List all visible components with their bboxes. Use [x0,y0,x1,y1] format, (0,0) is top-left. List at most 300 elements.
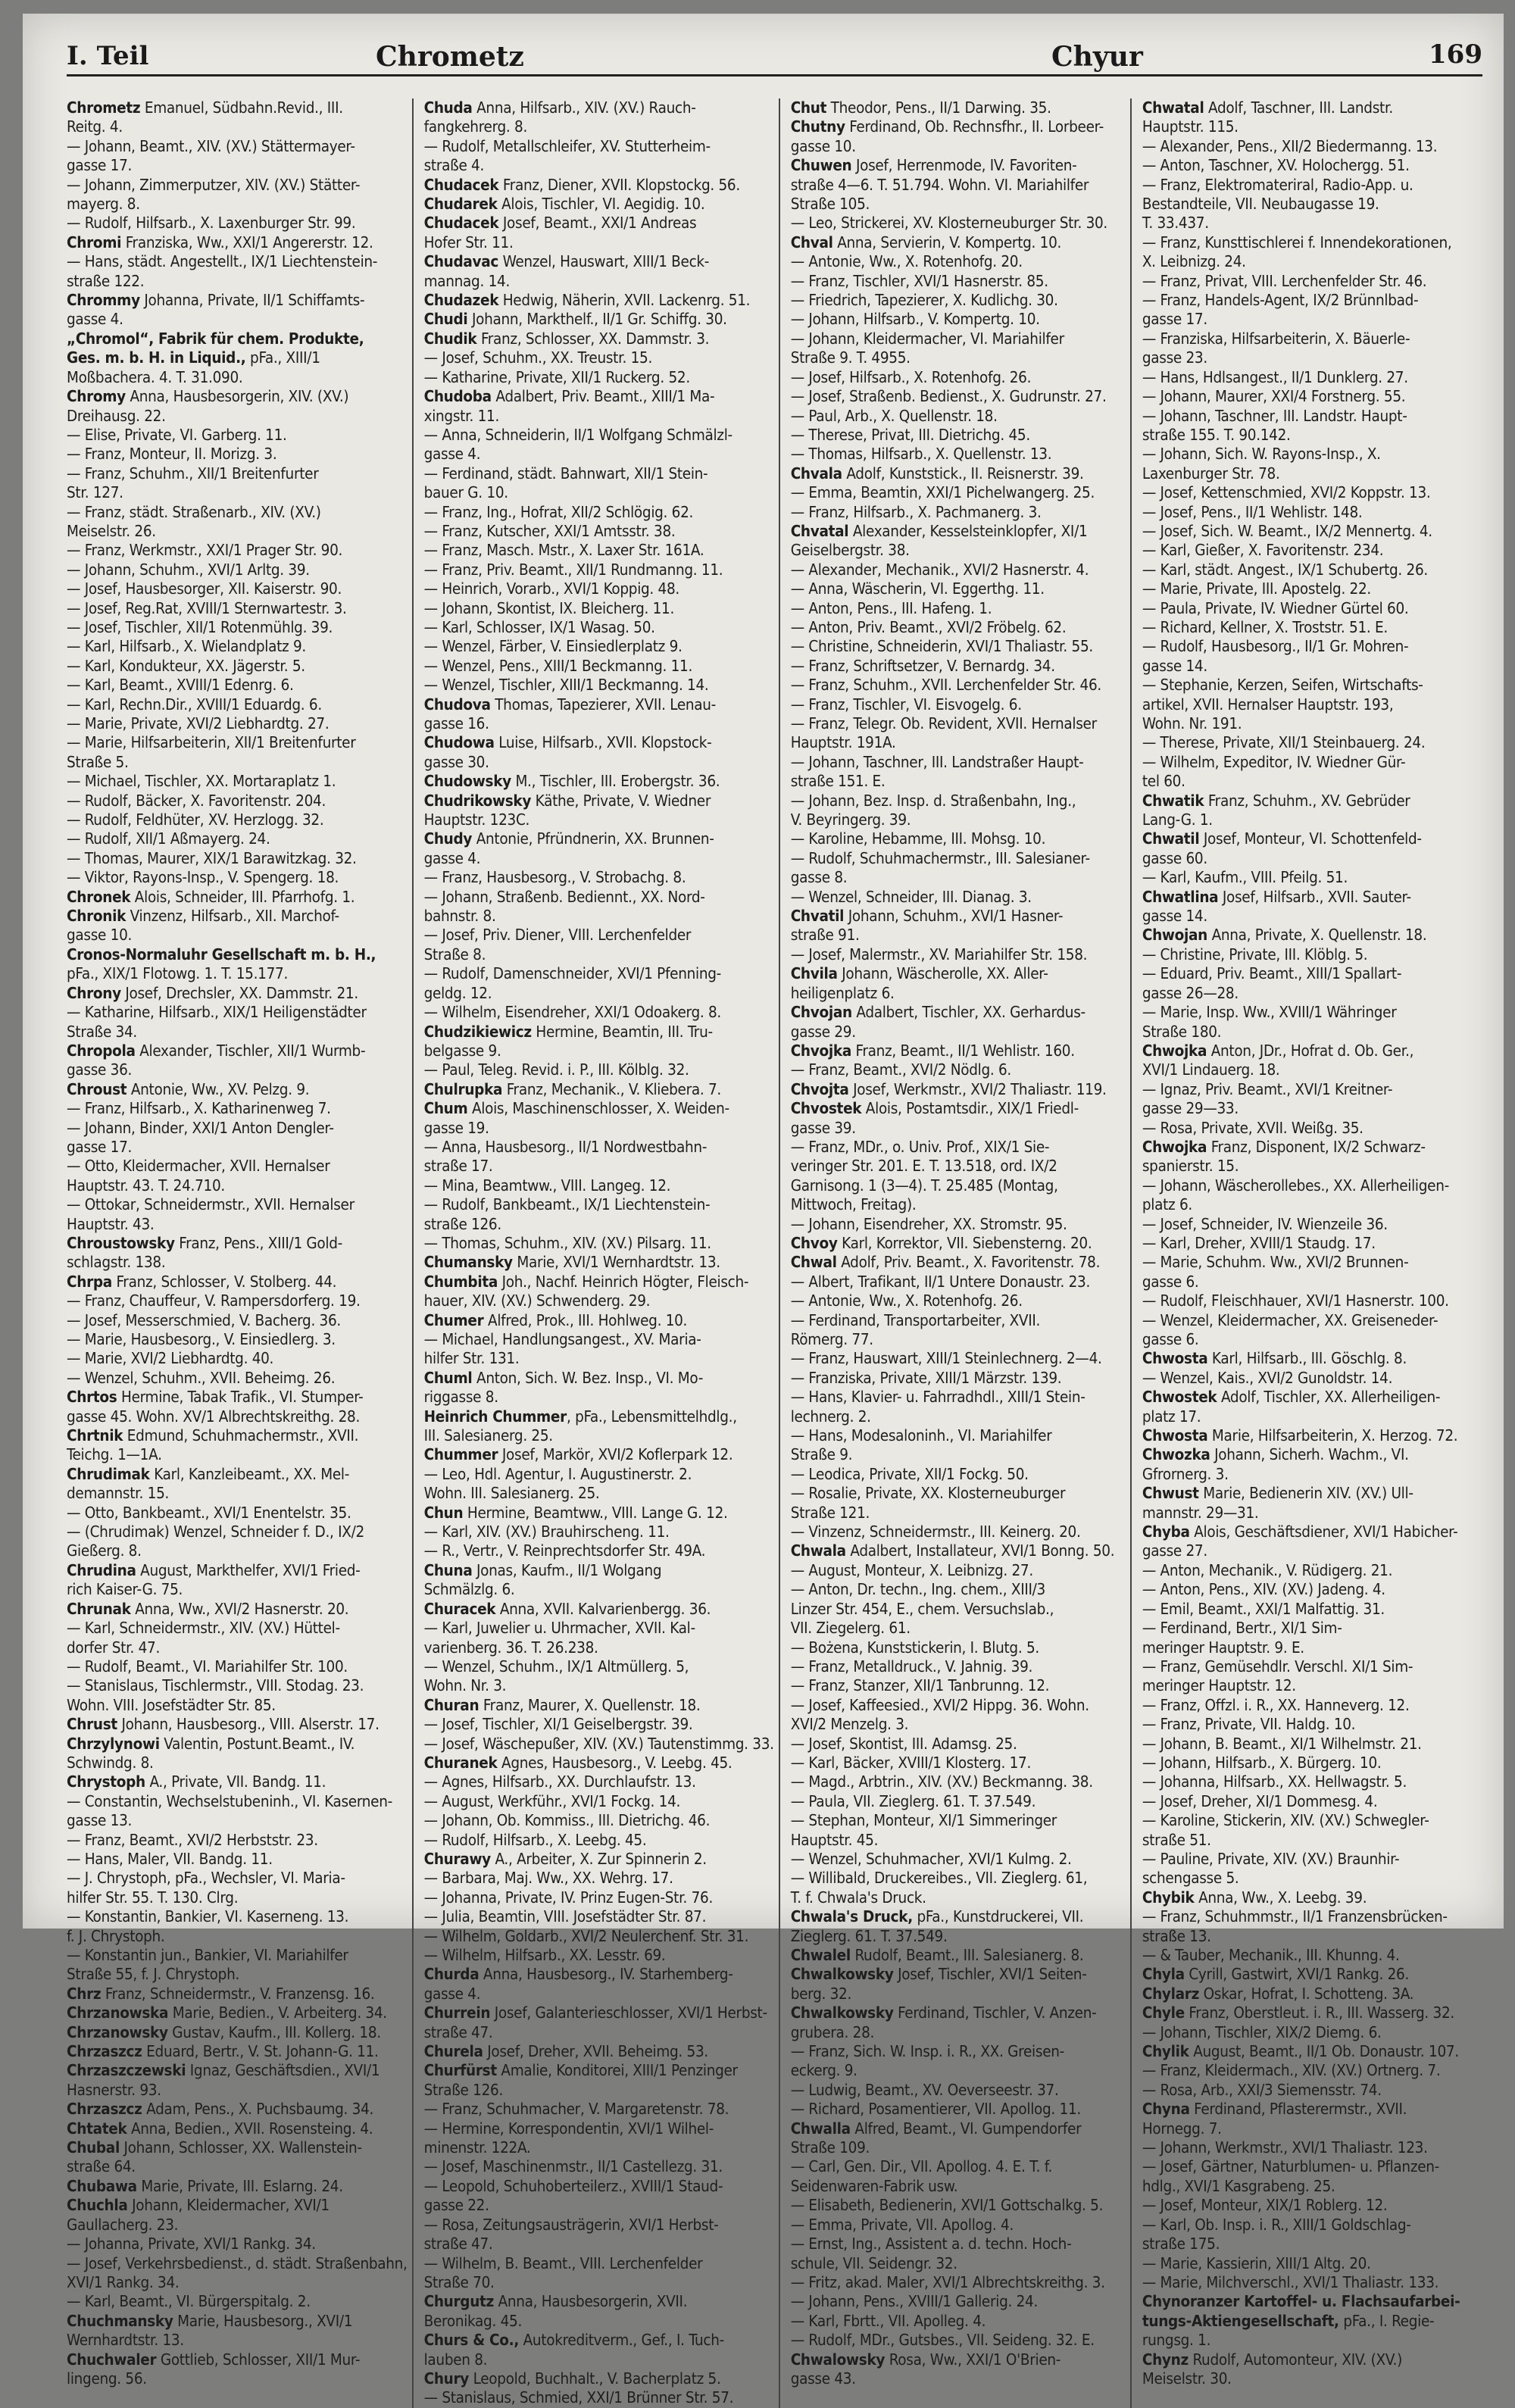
directory-entry-line [424,1869,774,1888]
entry-details: Oskar, Hofrat, I. Schotteng. 3A. [1199,1984,1414,2003]
entry-details: Eduard, Bertr., V. St. Johann-G. 11. [142,2042,379,2061]
entry-name: Chvojka [790,1041,851,1060]
entry-details: — Karl, Beamt., XVIII/1 Edenrg. 6. [67,676,294,695]
directory-entry-line [424,984,774,1003]
directory-entry-line [424,1060,774,1079]
entry-details: gasse 45. Wohn. XV/1 Albrechtskreithg. 28. [67,1407,361,1426]
directory-entry-line [424,1215,774,1234]
entry-details: — Antonie, Ww., X. Rotenhofg. 26. [790,1291,1023,1310]
entry-details: schengasse 5. [1142,1869,1239,1888]
entry-details: — Ottokar, Schneidermstr., XVII. Hernalser [67,1195,355,1214]
directory-entry-line [67,1561,408,1580]
entry-details: — Rudolf, Hausbesorg., II/1 Gr. Mohren- [1142,637,1409,656]
entry-details: — Karl, Fbrtt., VII. Apolleg. 4. [790,2311,986,2330]
directory-entry-line [67,1985,408,2004]
entry-details: gasse 6. [1142,1330,1199,1348]
entry-name: Chudrikowsky [423,791,532,810]
directory-entry-line [791,117,1126,136]
entry-details: Moßbachera. 4. T. 31.090. [67,367,243,386]
directory-entry-line [1142,1638,1479,1657]
directory-entry-line [424,1541,774,1560]
entry-details: — Fritz, akad. Maler, XVI/1 Albrechtskreithg. 3. [790,2272,1105,2291]
directory-entry-line [1142,1099,1479,1118]
entry-name: Chropola [67,1041,136,1060]
entry-name: Churda [423,1965,479,1984]
entry-details: Straße 55, f. J. Chrystoph. [67,1965,240,1984]
directory-entry-line [791,2292,1126,2311]
entry-details: Rudolf, Automonteur, XIV. (XV.) [1188,2350,1402,2369]
directory-entry-line [424,1927,774,1946]
directory-entry-line [67,329,408,348]
directory-entry-line [424,829,774,848]
entry-details: Josef, Monteur, VI. Schottenfeld- [1199,829,1422,848]
entry-details: Anna, Hausbesorg., IV. Starhemberg- [479,1965,733,1984]
directory-entry-line [791,1311,1126,1330]
directory-entry-line [791,483,1126,502]
entry-details: — Marie, Milchverschl., XVI/1 Thaliastr. 133. [1142,2272,1439,2291]
directory-entry-line [67,1138,408,1157]
directory-entry-line [424,137,774,156]
entry-details: — Paul, Teleg. Revid. i. P., III. Kölblg. 32. [423,1060,689,1079]
entry-details: Josef, Herrenmode, IV. Favoriten- [851,156,1077,175]
entry-details: — Hans, Klavier- u. Fahrradhdl., XIII/1 Stein- [790,1388,1085,1407]
directory-entry-line [67,1907,408,1926]
directory-entry-line [1142,214,1479,233]
entry-details: — Rosa, Arb., XXI/3 Siemensstr. 74. [1142,2080,1382,2099]
entry-details: straße 91. [790,926,860,945]
directory-entry-line [791,2138,1126,2157]
directory-entry-line [67,695,408,714]
entry-details: Johanna, Private, II/1 Schiffamts- [139,291,365,310]
entry-details: — Christine, Private, III. Klöblg. 5. [1142,945,1368,964]
entry-details: — Johann, Straßenb. Bediennt., XX. Nord- [423,887,705,906]
directory-entry-line [791,1850,1126,1869]
entry-details: Franz, Schlosser, XX. Dammstr. 3. [476,329,710,348]
entry-details: gasse 30. [423,752,489,771]
entry-name: Chroust [67,1079,127,1098]
directory-entry-line [1142,1811,1479,1830]
entry-name: Chudowsky [423,772,511,791]
entry-name: Chudazek [423,291,499,310]
entry-details: — Rosa, Private, XVII. Weißg. 35. [1142,1118,1364,1137]
entry-details: Wohn. Nr. 191. [1142,714,1242,732]
entry-details: — Rosa, Zeitungsausträgerin, XVI/1 Herbst- [423,2215,719,2234]
entry-name: Chwal [790,1253,837,1272]
entry-details: — Willibald, Druckereibes., VII. Zieglerg. 61, [790,1869,1088,1888]
entry-details: — Wilhelm, Eisendreher, XXI/1 Odoakerg. 8. [423,1003,721,1022]
entry-details: — Franz, Hauswart, XIII/1 Steinlechnerg. 2—4. [790,1349,1102,1368]
entry-details: — Stephan, Monteur, XI/1 Simmeringer [790,1811,1057,1830]
directory-entry-line [424,2196,774,2215]
entry-details: — Alexander, Pens., XII/2 Biedermanng. 13. [1142,136,1438,155]
entry-details: heiligenplatz 6. [790,983,895,1002]
entry-details: — Therese, Private, XII/1 Steinbauerg. 24. [1142,733,1426,752]
directory-entry-line [791,945,1126,964]
entry-name: Chrz [67,1984,102,2003]
directory-entry-line [791,1869,1126,1888]
directory-entry-line [1142,1138,1479,1157]
directory-entry-line [791,1234,1126,1253]
entry-details: — Paula, VII. Zieglerg. 61. T. 37.549. [790,1791,1036,1810]
directory-entry-line [67,503,408,522]
directory-entry-line [1142,2177,1479,2196]
entry-details: — Hermine, Korrespondentin, XVI/1 Wilhel- [423,2119,714,2138]
directory-entry-line [67,984,408,1003]
entry-details: Hauptstr. 43. [67,1214,155,1233]
directory-entry-line [791,503,1126,522]
directory-entry-line [791,98,1126,117]
directory-entry-line [424,156,774,175]
entry-details: VII. Ziegelerg. 61. [790,1619,911,1638]
entry-details: Anna, Private, X. Quellenstr. 18. [1207,926,1427,945]
directory-entry-line [424,2331,774,2350]
entry-details: — Karl, Rechn.Dir., XVIII/1 Eduardg. 6. [67,695,322,714]
directory-entry-line [424,117,774,136]
directory-entry-line [791,2042,1126,2061]
directory-entry-line [791,1580,1126,1599]
entry-details: — Franz, Metalldruck., V. Jahnig. 39. [790,1657,1033,1676]
entry-details: — Rudolf, Feldhüter, XV. Herzlogg. 32. [67,810,324,829]
entry-details: Straße 9. [790,1445,853,1464]
entry-details: — Karl, Juwelier u. Uhrmacher, XVII. Kal- [423,1619,695,1638]
entry-details: — Ludwig, Beamt., XV. Oeverseestr. 37. [790,2080,1059,2099]
entry-details: — Hans, Hdlsangest., II/1 Dunklerg. 27. [1142,367,1408,386]
entry-details: — J. Chrystoph, pFa., Wechsler, VI. Maria- [67,1869,345,1888]
entry-details: — Katharine, Hilfsarb., XIX/1 Heiligenstädter [67,1003,367,1022]
directory-entry-line [424,214,774,233]
entry-details: Anna, Hausbesorgerin, XIV. (XV.) [125,387,349,406]
directory-entry-line [424,907,774,926]
directory-entry-line [67,2216,408,2235]
directory-entry-line [67,1504,408,1523]
directory-entry-line [424,1965,774,1984]
entry-details: — Wilhelm, B. Beamt., VIII. Lerchenfelder [423,2253,703,2272]
entry-details: xingstr. 11. [423,406,500,425]
entry-name: Chwalowsky [790,2350,886,2369]
directory-entry-line [1142,445,1479,464]
directory-entry-line [67,1273,408,1291]
directory-entry-line [1142,1580,1479,1599]
directory-entry-line [424,310,774,329]
entry-details: Josef, Drechsler, XX. Dammstr. 21. [120,983,358,1002]
entry-details: Johann, Hausbesorg., VIII. Alserstr. 17. [117,1715,380,1734]
entry-details: — Franz, Monteur, II. Morizg. 3. [67,445,277,464]
entry-details: Teichg. 1—1A. [67,1445,162,1464]
directory-entry-line [1142,1927,1479,1946]
directory-entry-line [67,714,408,733]
directory-entry-line [791,1735,1126,1754]
directory-entry-line [424,1772,774,1791]
directory-entry-line [791,2004,1126,2022]
directory-entry-line [791,522,1126,541]
entry-details: gasse 26—28. [1142,983,1239,1002]
directory-entry-line [791,1273,1126,1291]
entry-details: — Hans, städt. Angestellt., IX/1 Liechtenstein- [67,252,378,271]
entry-details: — Viktor, Rayons-Insp., V. Spengerg. 18. [67,868,339,887]
entry-name: Chronek [67,887,131,906]
directory-entry-line [67,464,408,483]
entry-name: Chum [423,1099,468,1118]
entry-details: Antonie, Pfründnerin, XX. Brunnen- [472,829,714,848]
directory-entry-line [424,753,774,772]
entry-details: — Richard, Kellner, X. Troststr. 51. E. [1142,617,1388,636]
directory-entry-line [67,156,408,175]
entry-details: Anna, Ww., XVI/2 Hasnerstr. 20. [130,1599,349,1618]
entry-name: Chwalla [790,2119,851,2138]
directory-entry-line [1142,2196,1479,2215]
directory-entry-line [791,1330,1126,1349]
entry-details: — Franz, Hilfsarb., X. Katharinenweg 7. [67,1099,331,1118]
directory-entry-line [424,1311,774,1330]
entry-details: Johann, Schlosser, XX. Wallenstein- [119,2138,362,2157]
entry-details: — Emma, Private, VII. Apollog. 4. [790,2215,1014,2234]
entry-name: Chwalkowsky [790,2004,894,2022]
directory-entry-line [67,657,408,676]
entry-name: Churrein [423,2004,491,2022]
entry-name: Chrzaszcz [67,2100,142,2119]
directory-entry-line [791,2061,1126,2080]
entry-details: — Leo, Strickerei, XV. Klosterneuburger Str. 30. [790,214,1107,233]
last-entry-keyword: Chyur [1051,41,1143,73]
entry-details: gasse 10. [67,926,133,945]
entry-details: — Anton, Dr. techn., Ing. chem., XIII/3 [790,1580,1045,1599]
directory-entry-line [791,1369,1126,1388]
directory-entry-line [424,579,774,598]
directory-entry-line [67,1426,408,1445]
entry-name: Cronos-Normaluhr Gesellschaft m. b. H., [67,945,376,964]
entry-details: — Johann, Hilfsarb., V. Kompertg. 10. [790,310,1040,329]
directory-entry-line [791,792,1126,810]
directory-entry-line [424,2100,774,2119]
entry-details: Adolf, Priv. Beamt., X. Favoritenstr. 78. [836,1253,1101,1272]
entry-details: Alois, Maschinenschlosser, X. Weiden- [467,1099,729,1118]
entry-details: — Heinrich, Vorarb., XVI/1 Koppig. 48. [423,579,679,598]
entry-details: — Anna, Wäscherin, VI. Eggerthg. 11. [790,579,1045,598]
directory-entry-line [424,1099,774,1118]
directory-entry-line [67,810,408,829]
directory-entry-line [791,1042,1126,1060]
entry-details: — Josef, Skontist, III. Adamsg. 25. [790,1734,1017,1753]
entry-details: Hofer Str. 11. [423,233,514,251]
directory-entry-line [67,2273,408,2292]
directory-entry-line [67,1657,408,1676]
entry-details: Hasnerstr. 93. [67,2080,161,2099]
entry-details: III. Salesianerg. 25. [423,1426,553,1445]
directory-entry-line [67,1735,408,1754]
directory-entry-line [1142,1023,1479,1042]
entry-details: hilfer Str. 131. [423,1349,520,1368]
directory-entry-line [424,1349,774,1368]
entry-name: Chrystoph [67,1772,145,1791]
entry-details: — Mina, Beamtww., VIII. Langeg. 12. [423,1176,671,1195]
directory-entry-line [1142,2157,1479,2176]
directory-entry-line [67,1619,408,1638]
entry-details: straße 47. [423,2022,493,2041]
entry-details: gasse 13. [67,1811,133,1830]
directory-entry-line [791,176,1126,195]
directory-entry-line [424,2061,774,2080]
directory-entry-line [1142,522,1479,541]
entry-details: Josef, Dreher, XVII. Beheimg. 53. [483,2042,708,2061]
entry-details: gasse 36. [67,1060,133,1079]
entry-details: Straße 180. [1142,1022,1222,1041]
entry-details: — Ferdinand, städt. Bahnwart, XII/1 Stein- [423,464,708,483]
entry-details: — Thomas, Schuhm., XIV. (XV.) Pilsarg. 11. [423,1233,711,1252]
directory-entry-line [67,1349,408,1368]
entry-details: Adalbert, Tischler, XX. Gerhardus- [851,1003,1085,1022]
entry-details: Marie, Hilfsarbeiterin, X. Herzog. 72. [1207,1426,1458,1445]
entry-details: Hermine, Tabak Trafik., VI. Stumper- [117,1388,364,1407]
entry-details: Autokreditverm., Gef., I. Tuch- [519,2331,725,2350]
directory-entry-line [424,1445,774,1464]
entry-details: — Johann, Kleidermacher, VI. Mariahilfer [790,329,1064,348]
entry-details: — Franz, Beamt., XVI/2 Nödlg. 6. [790,1060,1011,1079]
entry-name: Chwozka [1142,1445,1210,1464]
entry-details: — Friedrich, Tapezierer, X. Kudlichg. 30. [790,291,1058,310]
entry-name: Chval [790,233,833,251]
entry-details: — Elise, Private, VI. Garberg. 11. [67,425,287,444]
entry-details: lauben 8. [423,2350,488,2369]
entry-name: Chwalel [790,1946,851,1964]
directory-entry-line [791,1215,1126,1234]
directory-entry-line [791,561,1126,579]
entry-details: — Karl, Bäcker, XVIII/1 Klosterg. 17. [790,1753,1032,1772]
entry-details: gasse 8. [790,868,848,887]
directory-entry-line [1142,1946,1479,1965]
directory-entry-line [424,2138,774,2157]
entry-details: — Alexander, Mechanik., XVI/2 Hasnerstr. 4. [790,560,1089,579]
directory-entry-line [1142,926,1479,945]
directory-entry-line [1142,637,1479,656]
directory-entry-line [67,1754,408,1772]
entry-details: Alois, Tischler, VI. Aegidig. 10. [497,195,705,214]
directory-entry-line [424,2235,774,2253]
entry-name: Chvatil [790,907,845,926]
entry-details: — Franz, MDr., o. Univ. Prof., XIX/1 Sie- [790,1137,1050,1156]
directory-entry-line [424,291,774,310]
entry-details: — Karl, Kondukteur, XX. Jägerstr. 5. [67,656,305,675]
entry-name: Chrzaszcz [67,2042,142,2061]
entry-details: mannstr. 29—31. [1142,1503,1259,1522]
directory-entry-line [1142,117,1479,136]
entry-details: — Franz, städt. Straßenarb., XIV. (XV.) [67,502,321,521]
entry-name: Chwala's Druck, [790,1907,913,1926]
directory-entry-line [791,445,1126,464]
entry-name: Chumer [423,1310,484,1329]
directory-entry-line [1142,2119,1479,2138]
entry-details: Zieglerg. 61. T. 37.549. [790,1926,948,1945]
entry-name: Chrunak [67,1599,131,1618]
entry-details: — Wenzel, Färber, V. Einsiedlerplatz 9. [423,637,683,656]
directory-entry-line [1142,483,1479,502]
directory-entry-line [424,2254,774,2273]
directory-entry-line [1142,541,1479,560]
directory-entry-line [791,1176,1126,1195]
entry-name: Chrzanowska [67,2004,169,2022]
entry-details: Gfrornerg. 3. [1142,1464,1229,1483]
entry-details: — August, Werkführ., XVI/1 Fockg. 14. [423,1791,681,1810]
directory-entry-line [1142,2138,1479,2157]
entry-details: Hauptstr. 43. T. 24.710. [67,1176,225,1195]
entry-details: Alois, Postamtsdir., XIX/1 Friedl- [861,1099,1079,1118]
directory-entry-line [67,1176,408,1195]
entry-details: — Magd., Arbtrin., XIV. (XV.) Beckmanng. 38. [790,1772,1093,1791]
entry-details: geldg. 12. [423,983,492,1002]
directory-entry-line [424,426,774,445]
directory-entry-line [1142,810,1479,829]
directory-entry-line [67,1042,408,1060]
entry-details: — R., Vertr., V. Reinprechtsdorfer Str. 49A. [423,1541,706,1560]
directory-entry-line [791,1484,1126,1503]
entry-details: A., Private, VII. Bandg. 11. [145,1772,326,1791]
entry-name: Chwalkowsky [790,1965,894,1984]
entry-details: — Christine, Schneiderin, XVI/1 Thaliastr. 55. [790,637,1093,656]
entry-details: Jonas, Kaufm., II/1 Wolgang [472,1560,662,1579]
entry-details: — Franz, Kutscher, XXI/1 Amtsstr. 38. [423,521,676,540]
directory-entry-line [424,1504,774,1523]
directory-entry-line [424,2292,774,2311]
entry-details: Marie, Bedien., V. Arbeiterg. 34. [168,2004,387,2022]
entry-details: — Marie, Hausbesorg., V. Einsiedlerg. 3. [67,1330,336,1348]
directory-entry-line [67,1291,408,1310]
directory-entry-line [67,1850,408,1869]
entry-details: Adolf, Tischler, XX. Allerheiligen- [1217,1388,1441,1407]
entry-name: Chwojan [1142,926,1208,945]
directory-entry-line [1142,329,1479,348]
directory-entry-line [791,1253,1126,1272]
directory-entry-line [67,772,408,791]
entry-details: — Wenzel, Tischler, XIII/1 Beckmanng. 14. [423,676,709,695]
directory-entry-line [1142,1965,1479,1984]
directory-entry-line [791,2100,1126,2119]
directory-entry-line [791,291,1126,310]
directory-entry-line [67,618,408,637]
entry-details: Karl, Kanzleibeamt., XX. Mel- [149,1464,350,1483]
entry-details: — Ferdinand, Bertr., XI/1 Sim- [1142,1619,1342,1638]
directory-entry-line [424,1600,774,1619]
directory-entry-line [791,1388,1126,1407]
entry-name: Chudavac [423,252,499,271]
entry-details: — Bożena, Kunststickerin, I. Blutg. 5. [790,1638,1039,1657]
entry-details: pFa., Kunstdruckerei, VII. [912,1907,1084,1926]
entry-details: Johann, Sicherh. Wachm., VI. [1210,1445,1409,1464]
directory-entry-line [1142,2081,1479,2100]
directory-entry-line [424,772,774,791]
entry-details: Ferdinand, Ob. Rechnsfhr., II. Lorbeer- [845,117,1104,136]
entry-details: Marie, XVI/1 Wernhardtstr. 13. [512,1253,720,1272]
directory-entry-line [791,1541,1126,1560]
entry-details: Franz, Schneidermstr., V. Franzensg. 16. [101,1984,375,2003]
entry-details: — Ferdinand, Transportarbeiter, XVII. [790,1310,1041,1329]
entry-name: Chumbita [423,1272,498,1291]
directory-entry-line [791,464,1126,483]
entry-name: Chylik [1142,2042,1189,2061]
entry-details: Anna, Hilfsarb., XIV. (XV.) Rauch- [472,98,696,117]
directory-entry-line [424,1735,774,1754]
directory-entry-line [791,1676,1126,1695]
entry-name: Chrudina [67,1560,136,1579]
directory-entry-line [1142,1869,1479,1888]
entry-details: — Johann, Wäscherollebes., XX. Allerheiligen- [1142,1176,1449,1195]
entry-name: Ges. m. b. H. in Liquid., [67,348,246,367]
entry-name: Chudik [423,329,477,348]
directory-entry-line [1142,407,1479,426]
entry-name: Chwosta [1142,1349,1208,1368]
entry-details: Johann, Markthelf., II/1 Gr. Schiffg. 30. [467,310,727,329]
directory-entry-line [424,2081,774,2100]
directory-entry-line [1142,1754,1479,1772]
directory-entry-line [791,2157,1126,2176]
